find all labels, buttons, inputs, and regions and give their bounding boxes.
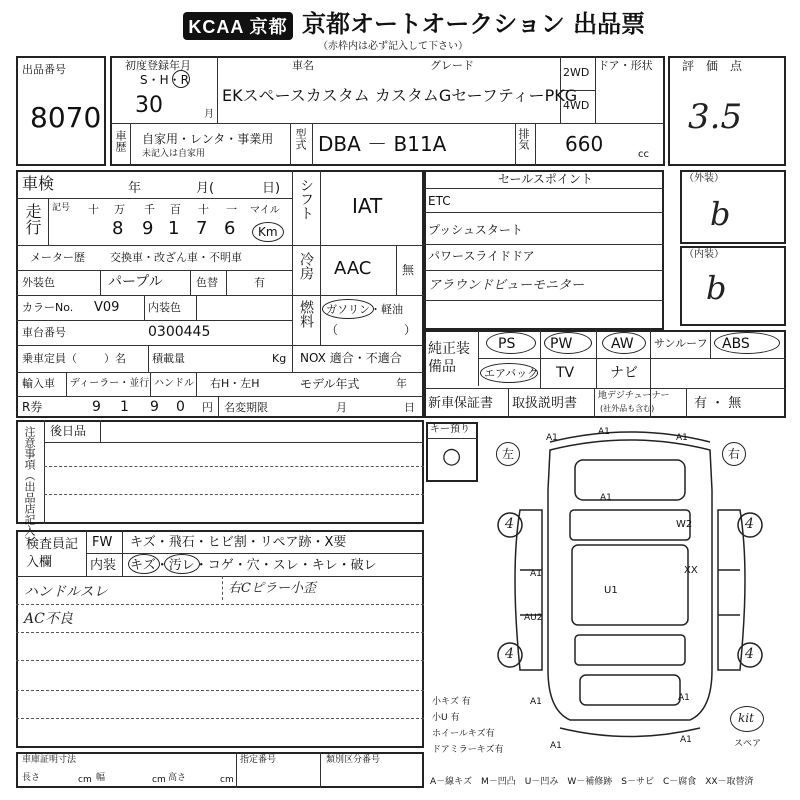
meter-label: メーター歴 — [30, 251, 85, 264]
mileage-unit-1: 万 — [114, 203, 125, 216]
mileage-label: 走行 — [23, 203, 42, 235]
shaken-day: 日) — [262, 181, 281, 196]
spare-label: スペア — [734, 739, 762, 749]
recycle-digit-1: 1 — [120, 399, 129, 415]
shaken-month: 月( — [196, 181, 215, 196]
color-label: 外装色 — [22, 276, 55, 289]
mark-roof-u1: U1 — [604, 585, 618, 596]
equip-aw: AW — [611, 336, 634, 352]
kcaa-logo: KCAA 京都 — [183, 12, 293, 40]
reg-label: 初度登録年月 — [125, 59, 191, 72]
model-value: EKスペースカスタム カスタムGセーフティーPKG — [222, 86, 578, 105]
score-label: 評 価 点 — [682, 59, 743, 73]
footer-designated: 指定番号 — [240, 755, 277, 765]
mileage-unit-0: 十 — [88, 203, 99, 216]
drive-4wd: 4WD — [563, 99, 590, 112]
colorno-label: カラーNo. — [22, 301, 74, 314]
doc-warranty: 新車保証書 — [428, 396, 494, 411]
tire-front-left: 4 — [505, 516, 514, 532]
legend-1: 小U 有 — [432, 713, 460, 723]
doc-manual: 取扱説明書 — [512, 396, 578, 411]
mark-hood-a1: A1 — [600, 493, 612, 503]
lot-label: 出品番号 — [22, 63, 66, 76]
notes-side-label: 注意事項（出品店記入） — [23, 426, 36, 547]
tire-rear-right: 4 — [745, 646, 754, 662]
int-value: b — [706, 269, 727, 307]
model-year-label: モデル年式 — [300, 377, 360, 391]
mark-bottom-a1-right: A1 — [680, 735, 692, 745]
colorno-value: V09 — [94, 300, 120, 315]
footer-wid: 幅 — [96, 773, 106, 783]
deadline-day: 日 — [404, 401, 415, 414]
equip-airbag: エアバック — [484, 367, 539, 380]
mark-front-a1-right: A1 — [676, 433, 688, 443]
fuel-paren-r: ） — [404, 323, 417, 337]
handle-label: ハンドル — [154, 378, 194, 389]
tuner-label: 地デジチューナー — [598, 391, 670, 401]
capacity-label: 乗車定員（ — [22, 352, 77, 365]
recycle-digit-3: 0 — [176, 399, 185, 415]
door-label: ドア・形状 — [598, 59, 653, 72]
sales-item-3: アラウンドビューモニター — [428, 278, 585, 293]
mark-right-xx: XX — [684, 565, 698, 576]
fuel-options: ガソリン・軽油 — [326, 303, 403, 316]
inspector-int-text: キズ・汚レ・コゲ・穴・スレ・キレ・破レ — [130, 558, 377, 573]
int-kizu-circle — [128, 554, 160, 574]
grade-label: グレード — [430, 59, 474, 72]
chassis-label: 車台番号 — [22, 326, 66, 339]
spare-kit: kit — [738, 711, 754, 725]
equip-aw-circle — [602, 332, 646, 354]
ac-value: AAC — [334, 258, 372, 279]
shaken-year: 年 — [128, 181, 142, 196]
usage-label: 車歴 — [114, 130, 127, 152]
mileage-digit-1: 9 — [142, 218, 154, 239]
capacity-unit: ）名 — [104, 352, 126, 365]
disp-value: 660 — [565, 132, 604, 156]
reg-era: S・H・R — [140, 73, 189, 87]
equip-tv: TV — [556, 365, 575, 381]
era-circle — [172, 70, 190, 88]
mark-left-a1: A1 — [530, 569, 542, 579]
legend-3: ドアミラーキズ有 — [432, 745, 504, 755]
car-diagram — [480, 420, 780, 750]
equip-ps-circle — [486, 332, 536, 354]
mileage-unit-km: Km — [258, 225, 278, 239]
nox-label: NOX 適合・不適合 — [300, 351, 402, 365]
km-circle — [252, 222, 284, 242]
score-value: 3.5 — [688, 97, 743, 137]
mileage-unit-4: 十 — [198, 203, 209, 216]
recycle-digit-0: 9 — [92, 399, 101, 415]
fuel-paren-l: （ — [326, 323, 339, 337]
model-year-unit: 年 — [396, 377, 407, 390]
mileage-digit-0: 8 — [112, 218, 124, 239]
disp-unit: cc — [638, 149, 649, 160]
equip-ps: PS — [498, 336, 516, 352]
equip-pw: PW — [550, 336, 573, 352]
spare-kit-circle — [730, 706, 764, 732]
color-change-value: 有 — [254, 276, 265, 289]
fw-label: FW — [92, 535, 113, 550]
inspector-label: 検査員記入欄 — [26, 537, 79, 571]
ext-label: （外装） — [684, 173, 724, 184]
mark-rear-a1-right: A1 — [678, 693, 690, 703]
sales-item-1: プッシュスタート — [428, 223, 523, 237]
mark-rear-a1-left: A1 — [530, 697, 542, 707]
equip-navi: ナビ — [610, 365, 638, 381]
mileage-digit-4: 6 — [224, 218, 236, 239]
sales-label: セールスポイント — [498, 172, 593, 186]
footer-hgt: 高さ — [168, 773, 187, 783]
legend-0: 小キズ 有 — [432, 697, 471, 707]
equip-airbag-circle — [480, 363, 538, 383]
tuner-sub: (社外品も含む) — [600, 404, 655, 413]
equip-pw-circle — [544, 332, 592, 354]
inspector-hand-1: ハンドルスレ — [24, 584, 108, 600]
chassis-value: 0300445 — [148, 324, 211, 340]
interior-color-label: 内装色 — [148, 301, 181, 314]
equip-abs-circle — [714, 332, 780, 354]
type-value: DBA － B11A — [318, 132, 447, 156]
disp-label: 排気 — [517, 128, 530, 150]
mark-right-w2: W2 — [676, 519, 693, 530]
sheet-subtitle: （赤枠内は必ず記入して下さい） — [318, 41, 468, 52]
equip-abs: ABS — [722, 336, 750, 352]
int-label: （内装） — [684, 249, 724, 260]
meter-options: 交換車・改ざん車・不明車 — [110, 251, 242, 264]
footer-cm-2: cm — [152, 775, 166, 785]
ac-none: 無 — [402, 263, 415, 277]
color-change-label: 色替 — [196, 276, 218, 289]
handle-options: 右H・左H — [210, 377, 260, 390]
recycle-digit-2: 9 — [150, 399, 159, 415]
inspector-hand-3: 右Cピラー小歪 — [228, 581, 316, 596]
fw-text: キズ・飛石・ヒビ割・リペア跡・X要 — [130, 535, 347, 550]
drive-2wd: 2WD — [563, 66, 590, 79]
load-unit: Kg — [272, 352, 287, 365]
later-date-label: 後日品 — [50, 424, 87, 438]
load-label: 積載量 — [152, 352, 185, 365]
reg-year: 30 — [135, 93, 163, 118]
mark-front-a1-left: A1 — [546, 433, 558, 443]
usage-note: 未記入は自家用 — [142, 149, 206, 159]
diagram-right-label: 右 — [728, 447, 741, 461]
mileage-digit-2: 1 — [168, 218, 180, 239]
mileage-unit-mile: マイル — [250, 205, 280, 216]
tire-rear-left: 4 — [505, 646, 514, 662]
equip-label: 純正装備品 — [428, 341, 470, 376]
import-dealer: ディーラー・並行 — [70, 378, 150, 389]
keys-value: ○ — [442, 444, 462, 469]
equip-sunroof: サンルーフ — [654, 337, 708, 350]
color-value: パープル — [108, 274, 163, 290]
import-label: 輸入車 — [22, 377, 55, 390]
mileage-sym-label: 記号 — [52, 203, 71, 213]
mileage-unit-2: 千 — [144, 203, 155, 216]
mark-front-a1-center: A1 — [598, 427, 610, 437]
shift-label: シフト — [298, 178, 314, 220]
sheet-title: 京都オートオークション 出品票 — [302, 10, 646, 38]
tire-front-right: 4 — [745, 516, 754, 532]
lot-number: 8070 — [30, 101, 102, 134]
fuel-gasoline-circle — [322, 299, 374, 319]
recycle-label: R券 — [22, 400, 43, 414]
tuner-value: 有 ・ 無 — [694, 396, 742, 411]
ac-label: 冷房 — [298, 252, 314, 280]
shaken-label: 車検 — [22, 174, 55, 193]
reg-month-unit: 月 — [204, 109, 214, 120]
type-label: 型式 — [294, 128, 307, 150]
inspector-int-label: 内装 — [90, 558, 117, 573]
legend-2: ホイールキズ有 — [432, 729, 495, 739]
shift-value: IAT — [352, 194, 383, 218]
footer-cert-label: 車庫証明寸法 — [22, 755, 77, 765]
usage-value: 自家用・レンタ・事業用 — [142, 132, 274, 146]
deadline-label: 名変期限 — [224, 401, 268, 414]
mileage-unit-3: 百 — [170, 203, 181, 216]
footer-codes: A－線キズ M－凹凸 U－凹み W－補修跡 S－サビ C－腐食 XX－取替済 — [430, 777, 754, 787]
footer-cm-3: cm — [220, 775, 234, 785]
fuel-label: 燃料 — [298, 300, 314, 328]
model-label: 車名 — [292, 59, 314, 72]
footer-len: 長さ — [22, 773, 41, 783]
recycle-unit: 円 — [202, 401, 213, 414]
mileage-digit-3: 7 — [196, 218, 208, 239]
deadline-month: 月 — [336, 401, 347, 414]
footer-class: 類別区分番号 — [326, 755, 381, 765]
ext-value: b — [710, 195, 731, 233]
keys-label: キー預り — [430, 424, 470, 435]
diagram-left-label: 左 — [502, 447, 515, 461]
sales-item-2: パワースライドドア — [428, 249, 535, 263]
inspector-hand-2: AC不良 — [24, 611, 73, 627]
footer-cm-1: cm — [78, 775, 92, 785]
mark-bottom-a1-left: A1 — [550, 741, 562, 751]
sales-item-0: ETC — [428, 194, 451, 208]
mileage-unit-5: 一 — [226, 203, 237, 216]
mark-left-au2: AU2 — [524, 613, 543, 623]
int-yogore-circle — [164, 554, 200, 574]
